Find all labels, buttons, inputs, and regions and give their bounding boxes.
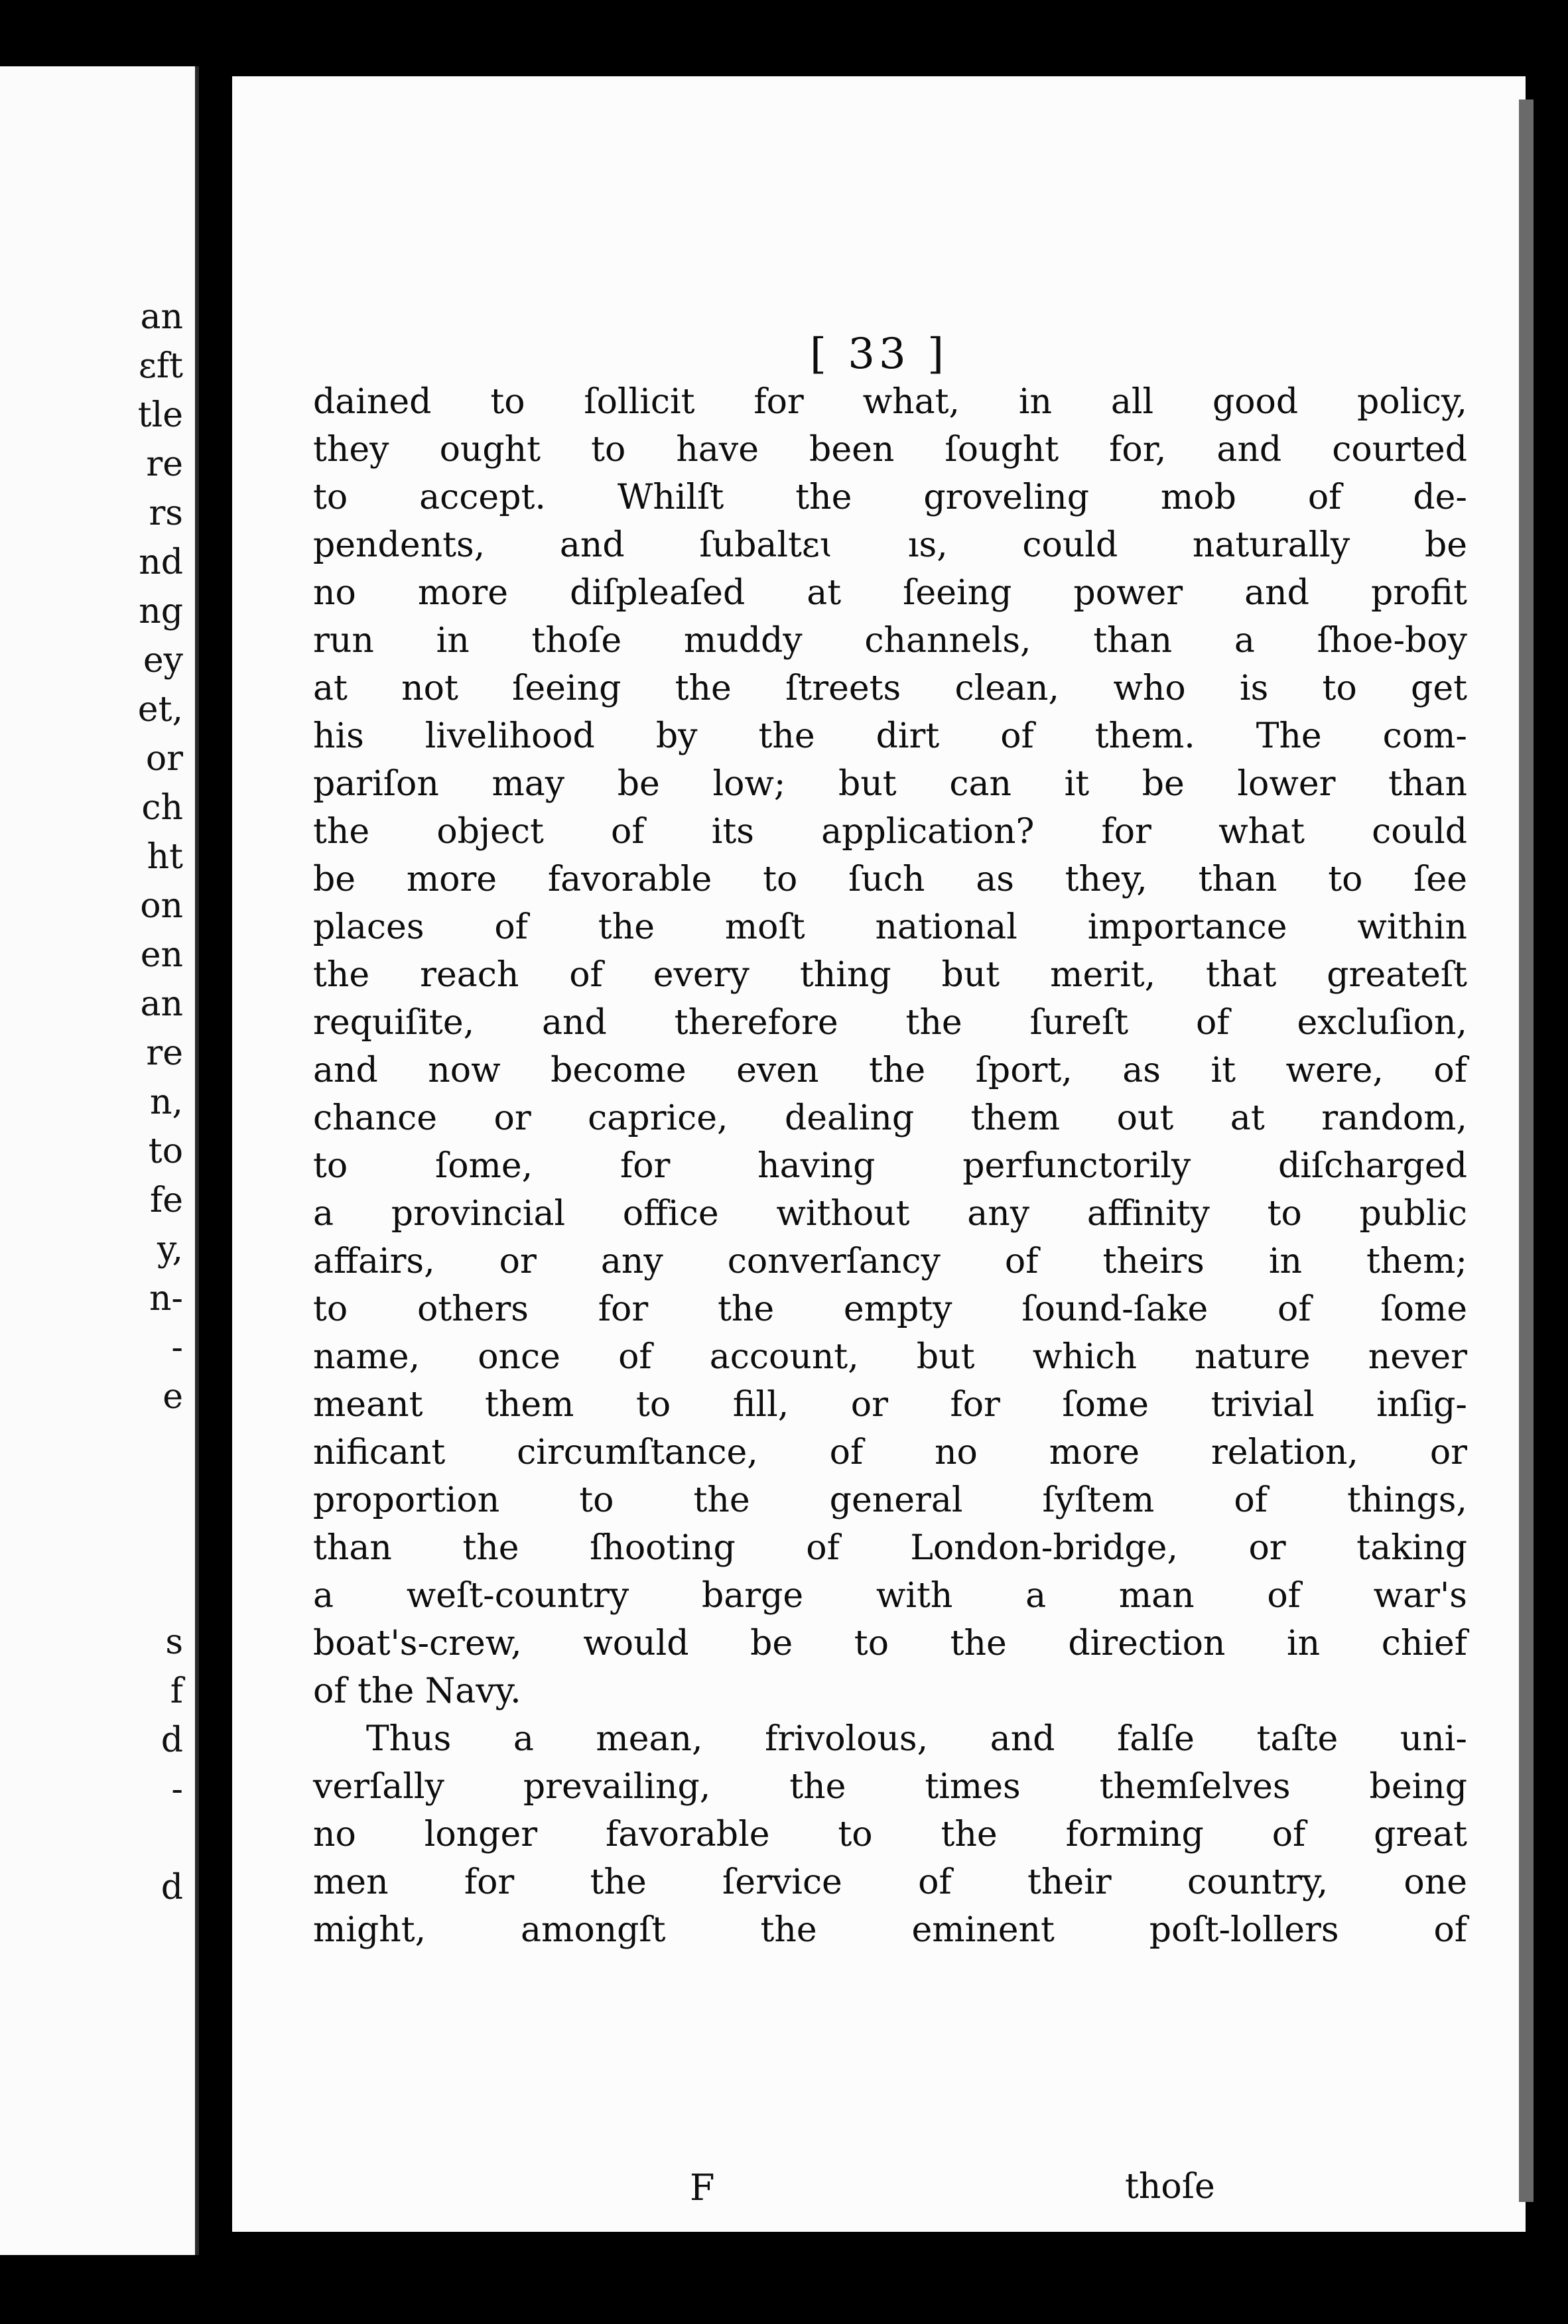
text-line: places of the moſt national importance within: [313, 907, 1467, 947]
fragment-line: an: [140, 297, 183, 337]
text-line: pariſon may be low; but can it be lower than: [313, 764, 1467, 804]
fragment-line: [138, 1576, 183, 1625]
fragment-line: or: [145, 739, 183, 779]
book-gutter: [199, 53, 233, 2268]
text-line: boat's-crew, would be to the direction in chief: [313, 1624, 1467, 1663]
text-line: name, once of account, but which nature never: [313, 1337, 1467, 1377]
text-line: no longer favorable to the forming of great: [313, 1815, 1467, 1854]
fragment-line: d: [161, 1720, 183, 1760]
fragment-line: en: [140, 935, 183, 975]
text-line: they ought to have been ſought for, and courted: [313, 430, 1467, 470]
text-line: meant them to fill, or for ſome trivial inſig-: [313, 1385, 1467, 1425]
page-number: [ 33 ]: [809, 330, 948, 379]
text-line: be more favorable to ſuch as they, than to ſee: [313, 860, 1467, 899]
fragment-line: -: [171, 1328, 183, 1368]
fragment-line: [138, 1527, 183, 1576]
page-text: [313, 378, 1467, 1954]
text-line: of the Navy.: [313, 1671, 521, 1711]
fragment-line: ht: [147, 837, 183, 877]
text-line: proportion to the general ſyſtem of things,: [313, 1480, 1467, 1520]
fragment-line: an: [140, 984, 183, 1024]
text-line: his livelihood by the dirt of them. The com-: [313, 716, 1467, 756]
fragment-line: on: [140, 886, 183, 926]
paragraph-1: [313, 378, 1467, 1715]
text-line: affairs, or any converſancy of theirs in them;: [313, 1242, 1467, 1281]
fragment-line: -: [171, 1770, 183, 1809]
page-fore-edge-shadow: [1519, 99, 1534, 2202]
fragment-line: re: [146, 1033, 183, 1073]
text-line: pendents, and ſubaltɛɩ ıs, could naturally be: [313, 525, 1467, 565]
text-line: run in thoſe muddy channels, than a ſhoe-boy: [313, 621, 1467, 661]
fragment-line: to: [148, 1131, 183, 1171]
fragment-line: ɛft: [138, 346, 183, 386]
fragment-line: [138, 1429, 183, 1478]
signature-mark: F: [690, 2167, 715, 2209]
text-line: Thus a mean, frivolous, and falſe taſte uni-: [366, 1719, 1467, 1759]
fragment-line: ng: [139, 592, 183, 631]
catchword: thoſe: [1125, 2167, 1215, 2207]
text-line: the reach of every thing but merit, that greateſt: [313, 955, 1467, 995]
fragment-line: [138, 1821, 183, 1870]
paragraph-2: [313, 1715, 1467, 1954]
text-line: no more diſpleaſed at ſeeing power and profit: [313, 573, 1467, 613]
fragment-line: tle: [137, 395, 183, 435]
text-line: the object of its application? for what could: [313, 812, 1467, 852]
text-line: requiſite, and therefore the ſureſt of excluſion,: [313, 1003, 1467, 1043]
fragment-line: d: [161, 1868, 183, 1907]
fragment-line: s: [165, 1622, 183, 1662]
previous-page-text-fragments: [137, 297, 183, 1919]
text-line: a weſt-country barge with a man of war's: [313, 1576, 1467, 1616]
fragment-line: e: [163, 1377, 183, 1417]
fragment-line: re: [146, 444, 183, 484]
text-line: men for the ſervice of their country, one: [313, 1862, 1467, 1902]
fragment-line: [138, 1478, 183, 1527]
text-line: nificant circumſtance, of no more relation, or: [313, 1433, 1467, 1472]
text-line: than the ſhooting of London-bridge, or taking: [313, 1528, 1467, 1568]
text-line: and now become even the ſport, as it were, of: [313, 1051, 1467, 1090]
fragment-line: fe: [149, 1181, 183, 1220]
text-line: dained to ſollicit for what, in all good policy,: [313, 382, 1467, 422]
text-line: verſally prevailing, the times themſelves being: [313, 1767, 1467, 1807]
fragment-line: n,: [149, 1082, 183, 1122]
text-line: a provincial office without any affinity to public: [313, 1194, 1467, 1234]
book-page: [232, 76, 1526, 2232]
fragment-line: f: [170, 1671, 183, 1711]
fragment-line: et,: [137, 690, 183, 730]
fragment-line: y,: [157, 1230, 183, 1269]
fragment-line: rs: [149, 493, 183, 533]
fragment-line: ey: [143, 641, 183, 680]
text-line: to accept. Whilſt the groveling mob of de-: [313, 478, 1467, 517]
fragment-line: nd: [139, 543, 183, 582]
text-line: chance or caprice, dealing them out at random,: [313, 1098, 1467, 1138]
text-line: might, amongſt the eminent poſt-lollers of: [313, 1910, 1467, 1950]
fragment-line: ch: [141, 788, 183, 828]
fragment-line: n-: [149, 1279, 183, 1319]
previous-page-edge: [0, 66, 199, 2255]
text-line: to others for the empty ſound-ſake of ſome: [313, 1289, 1467, 1329]
text-line: at not ſeeing the ſtreets clean, who is to get: [313, 669, 1467, 708]
text-line: to ſome, for having perfunctorily diſcharged: [313, 1146, 1467, 1186]
